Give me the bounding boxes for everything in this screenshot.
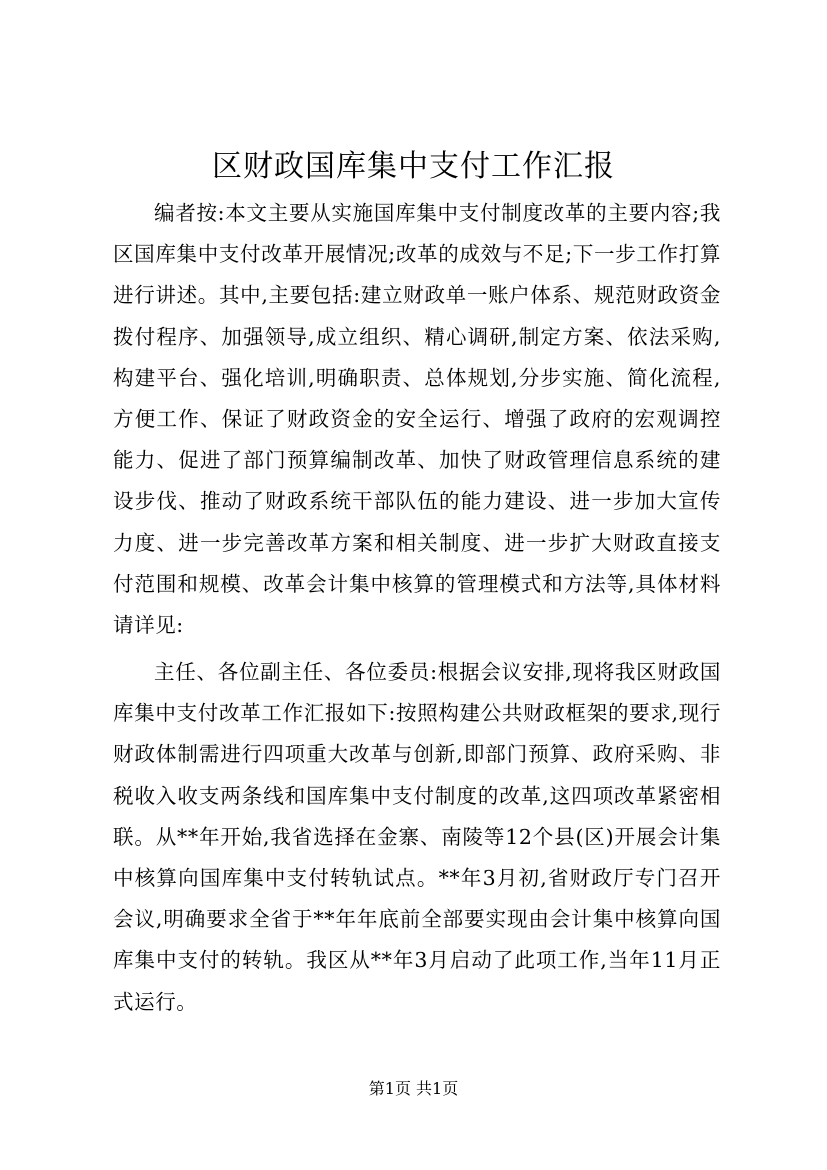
- body-paragraph: 主任、各位副主任、各位委员:根据会议安排,现将我区财政国库集中支付改革工作汇报如下:按照构建公共财政框架的要求,现行财政体制需进行四项重大改革与创新,即部门预算、政府采购、非税收入收支两条线和国库集中支付制度的改革,这四项改革紧密相联。从**年开始,我省选择在金寨、南陵等12个县(区)开展会计集中核算向国库集中支付转轨试点。**年3月初,省财政厅专门召开会议,明确要求全省于**年年底前全部要实现由会计集中核算向国库集中支付的转轨。我区从**年3月启动了此项工作,当年11月正式运行。: [113, 660, 721, 1014]
- editor-note-paragraph: 编者按:本文主要从实施国库集中支付制度改革的主要内容;我区国库集中支付改革开展情况;改革的成效与不足;下一步工作打算进行讲述。其中,主要包括:建立财政单一账户体系、规范财政资金拨付程序、加强领导,成立组织、精心调研,制定方案、依法采购,构建平台、强化培训,明确职责、总体规划,分步实施、简化流程,方便工作、保证了财政资金的安全运行、增强了政府的宏观调控能力、促进了部门预算编制改革、加快了财政管理信息系统的建设步伐、推动了财政系统干部队伍的能力建设、进一步加大宣传力度、进一步完善改革方案和相关制度、进一步扩大财政直接支付范围和规模、改革会计集中核算的管理模式和方法等,具体材料请详见:: [113, 201, 721, 638]
- page-footer: 第1页 共1页: [368, 1079, 459, 1098]
- document-title: 区财政国库集中支付工作汇报: [212, 149, 615, 184]
